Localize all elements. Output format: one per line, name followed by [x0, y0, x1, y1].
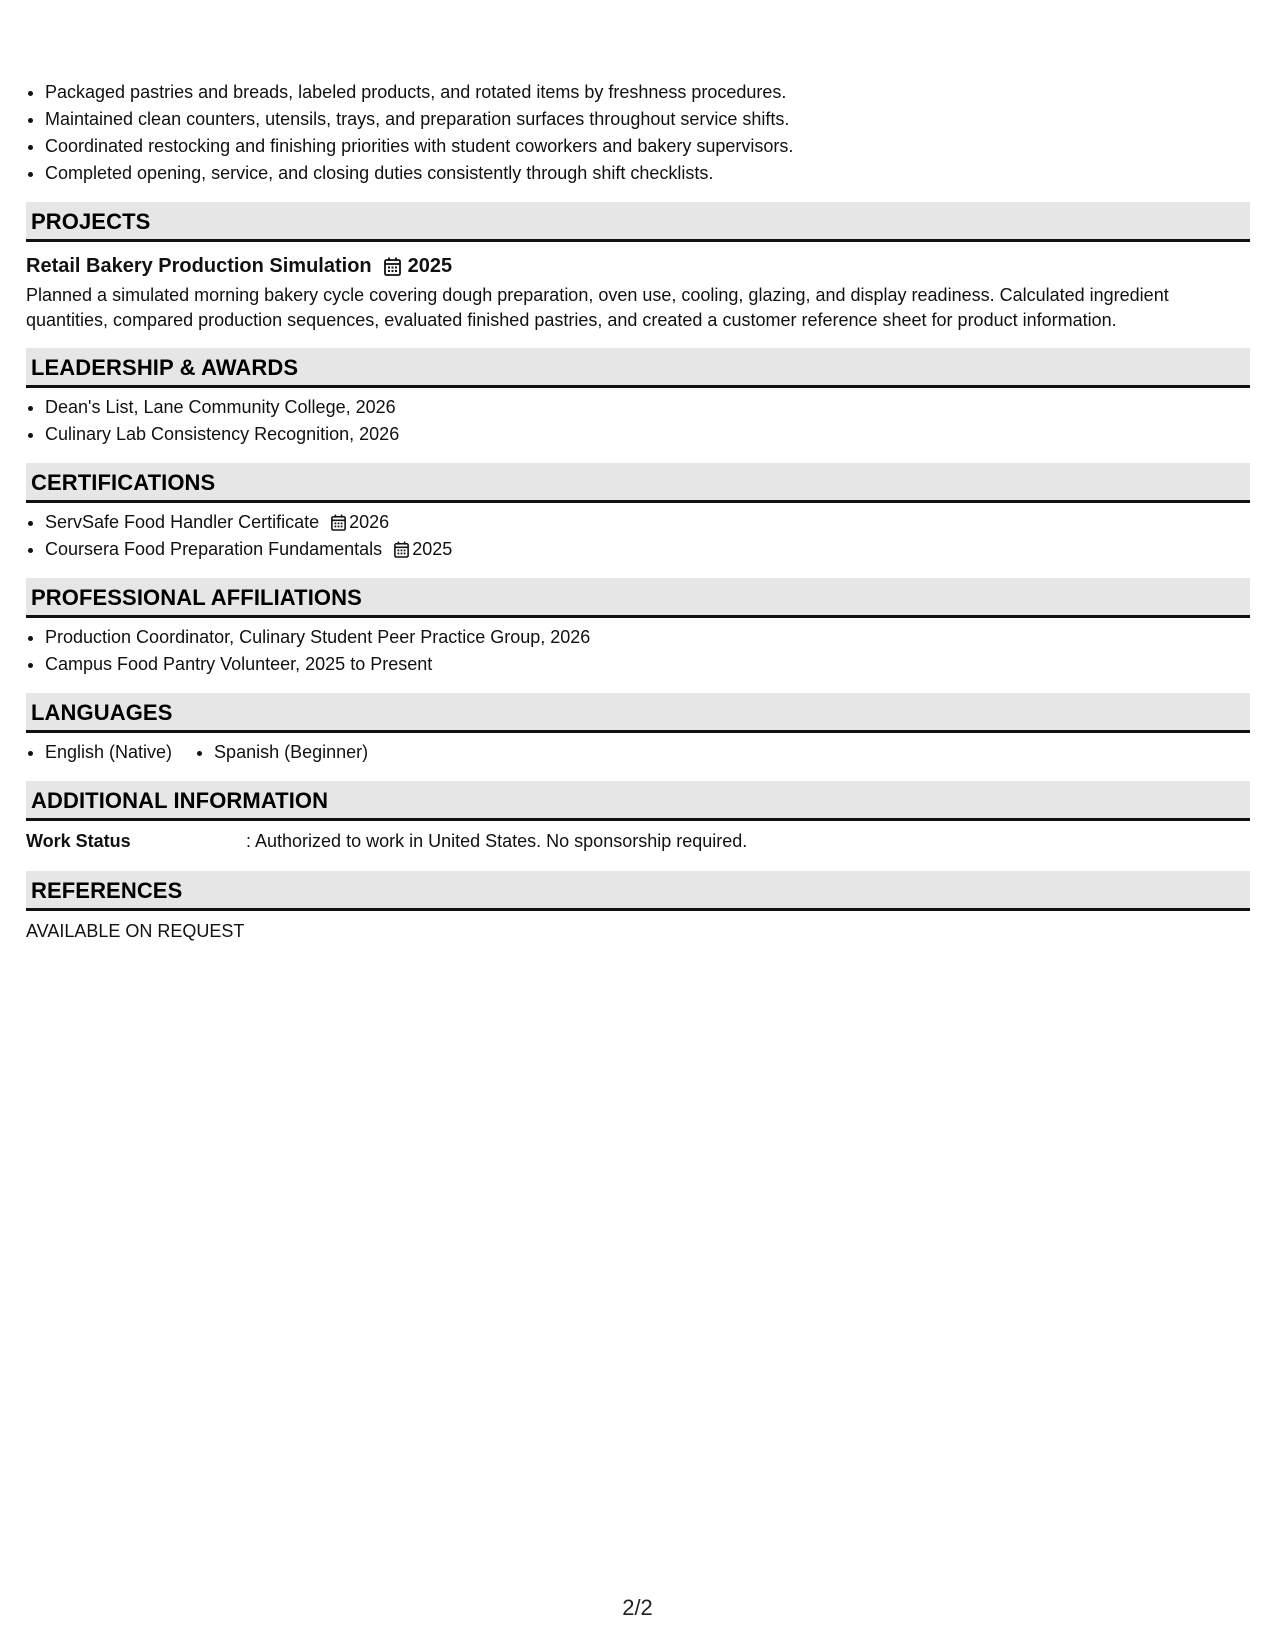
page-number: 2/2 — [622, 1595, 653, 1620]
project-title: Retail Bakery Production Simulation — [26, 255, 372, 277]
list-item: • Spanish (Beginner) — [214, 739, 368, 766]
certification-year: 2025 — [412, 539, 453, 559]
list-item: • Maintained clean counters, utensils, trays, and preparation surfaces throughout service shifts. — [45, 106, 1250, 133]
references-heading: REFERENCES — [26, 871, 1250, 911]
work-status-value: : Authorized to work in United States. No sponsorship required. — [246, 831, 748, 851]
affiliations-list — [26, 624, 1250, 678]
certification-name: • Coursera Food Preparation Fundamentals — [45, 539, 383, 559]
resume-page — [26, 0, 1250, 942]
list-item: • Completed opening, service, and closing duties consistently through shift checklists. — [45, 160, 1250, 187]
languages-list — [26, 739, 1250, 766]
calendar-icon — [394, 541, 409, 558]
languages-heading: LANGUAGES — [26, 693, 1250, 733]
projects-heading: PROJECTS — [26, 202, 1250, 242]
certifications-list — [26, 509, 1250, 563]
list-item: • Campus Food Pantry Volunteer, 2025 to Present — [45, 651, 1250, 678]
leadership-list — [26, 394, 1250, 448]
affiliations-heading: PROFESSIONAL AFFILIATIONS — [26, 578, 1250, 618]
list-item — [45, 536, 1250, 563]
list-item: • Production Coordinator, Culinary Student Peer Practice Group, 2026 — [45, 624, 1250, 651]
work-status-label: Work Status — [26, 831, 131, 851]
leadership-heading: LEADERSHIP & AWARDS — [26, 348, 1250, 388]
certification-name: • ServSafe Food Handler Certificate — [45, 512, 320, 532]
certification-year: 2026 — [349, 512, 390, 532]
project-year: 2025 — [407, 255, 453, 277]
references-text: AVAILABLE ON REQUEST — [26, 921, 245, 941]
certifications-heading: CERTIFICATIONS — [26, 463, 1250, 503]
experience-bullet-list — [26, 79, 1250, 187]
calendar-icon — [384, 257, 401, 276]
work-status-row — [26, 828, 1250, 855]
list-item: • Dean's List, Lane Community College, 2026 — [45, 394, 1250, 421]
additional-info-heading: ADDITIONAL INFORMATION — [26, 781, 1250, 821]
list-item: • Coordinated restocking and finishing priorities with student coworkers and bakery supervisors. — [45, 133, 1250, 160]
calendar-icon — [331, 514, 346, 531]
project-description: Planned a simulated morning bakery cycle covering dough preparation, oven use, cooling, glazing, and display readiness. Calculated ingredient quantities, compared production sequences, evaluated finished pastries, and created a customer reference sheet for product information. — [26, 285, 1169, 330]
project-title-row — [26, 251, 1250, 281]
list-item — [45, 509, 1250, 536]
list-item: • Culinary Lab Consistency Recognition, 2026 — [45, 421, 1250, 448]
list-item: • Packaged pastries and breads, labeled products, and rotated items by freshness procedures. — [45, 79, 1250, 106]
list-item: • English (Native) — [45, 739, 172, 766]
